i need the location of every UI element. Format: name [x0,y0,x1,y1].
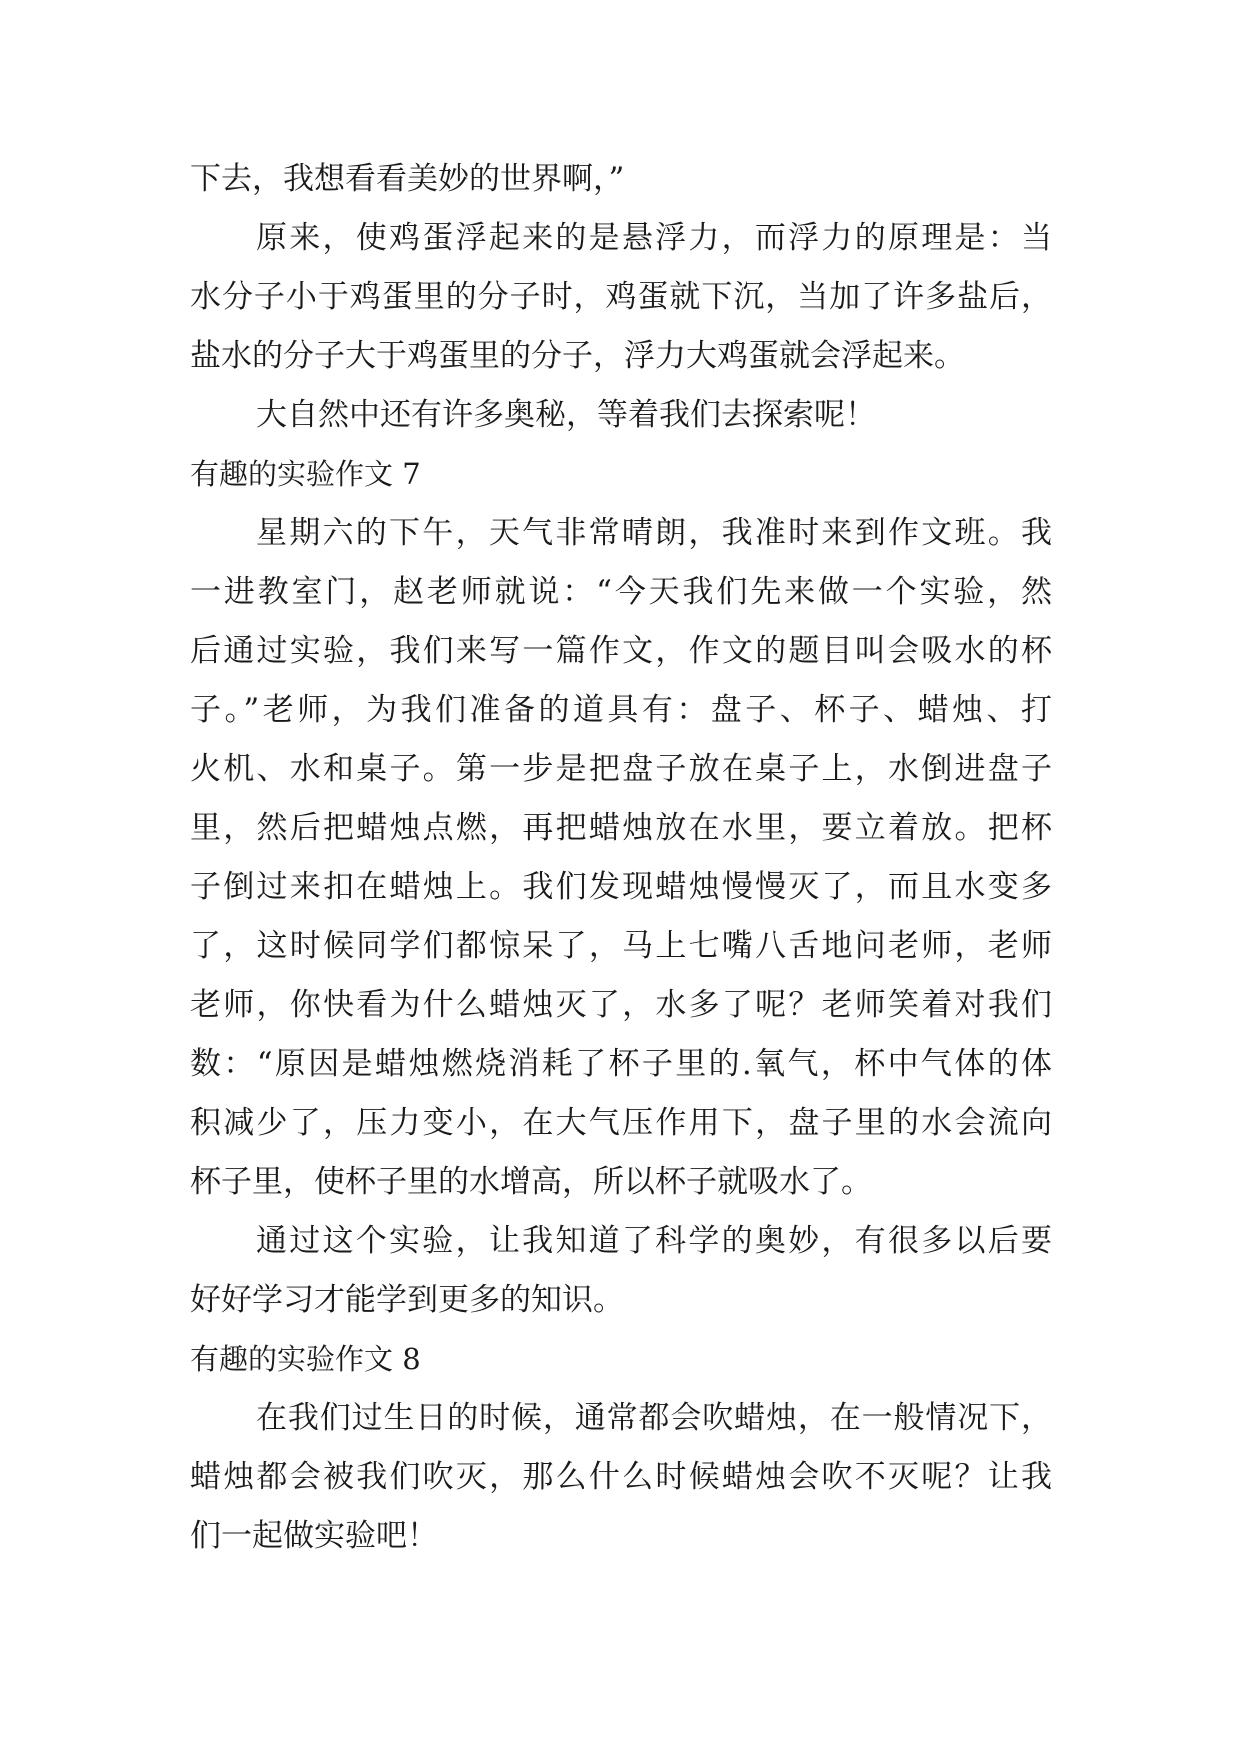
text-line: 盐水的分子大于鸡蛋里的分子，浮力大鸡蛋就会浮起来。 [190,338,965,374]
text-line: 子倒过来扣在蜡烛上。我们发现蜡烛慢慢灭了，而且水变多 [190,869,1052,905]
text-line: 在我们过生日的时候，通常都会吹蜡烛，在一般情况下， [256,1400,1052,1436]
text-line: 了，这时候同学们都惊呆了，马上七嘴八舌地问老师，老师 [190,928,1052,964]
document-page [190,150,1052,1566]
section-heading: 有趣的实验作文 7 [190,457,421,491]
text-line: 原来，使鸡蛋浮起来的是悬浮力，而浮力的原理是：当 [256,220,1052,256]
text-line: 积减少了，压力变小，在大气压作用下，盘子里的水会流向 [190,1105,1052,1141]
text-line: 下去，我想看看美妙的世界啊，” [190,161,625,197]
text-line: 杯子里，使杯子里的水增高，所以杯子就吸水了。 [190,1164,872,1200]
text-line: 火机、水和桌子。第一步是把盘子放在桌子上，水倒进盘子 [190,751,1052,787]
text-line: 水分子小于鸡蛋里的分子时，鸡蛋就下沉，当加了许多盐后， [190,279,1052,315]
text-line: 里，然后把蜡烛点燃，再把蜡烛放在水里，要立着放。把杯 [190,810,1052,846]
text-line: 通过这个实验，让我知道了科学的奥妙，有很多以后要 [256,1223,1052,1259]
text-line: 子。”老师，为我们准备的道具有：盘子、杯子、蜡烛、打 [190,692,1052,728]
section-heading: 有趣的实验作文 8 [190,1342,421,1376]
text-line: 好好学习才能学到更多的知识。 [190,1282,624,1318]
text-line: 们一起做实验吧！ [190,1518,438,1554]
text-line: 一进教室门，赵老师就说：“今天我们先来做一个实验，然 [190,574,1052,610]
text-line: 老师，你快看为什么蜡烛灭了，水多了呢？老师笑着对我们 [190,987,1052,1023]
text-line: 大自然中还有许多奥秘，等着我们去探索呢！ [256,397,876,433]
text-line: 数：“原因是蜡烛燃烧消耗了杯子里的.氧气，杯中气体的体 [190,1046,1052,1082]
text-line: 后通过实验，我们来写一篇作文，作文的题目叫会吸水的杯 [190,633,1052,669]
text-line: 蜡烛都会被我们吹灭，那么什么时候蜡烛会吹不灭呢？让我 [190,1459,1052,1495]
text-line: 星期六的下午，天气非常晴朗，我准时来到作文班。我 [256,515,1052,551]
